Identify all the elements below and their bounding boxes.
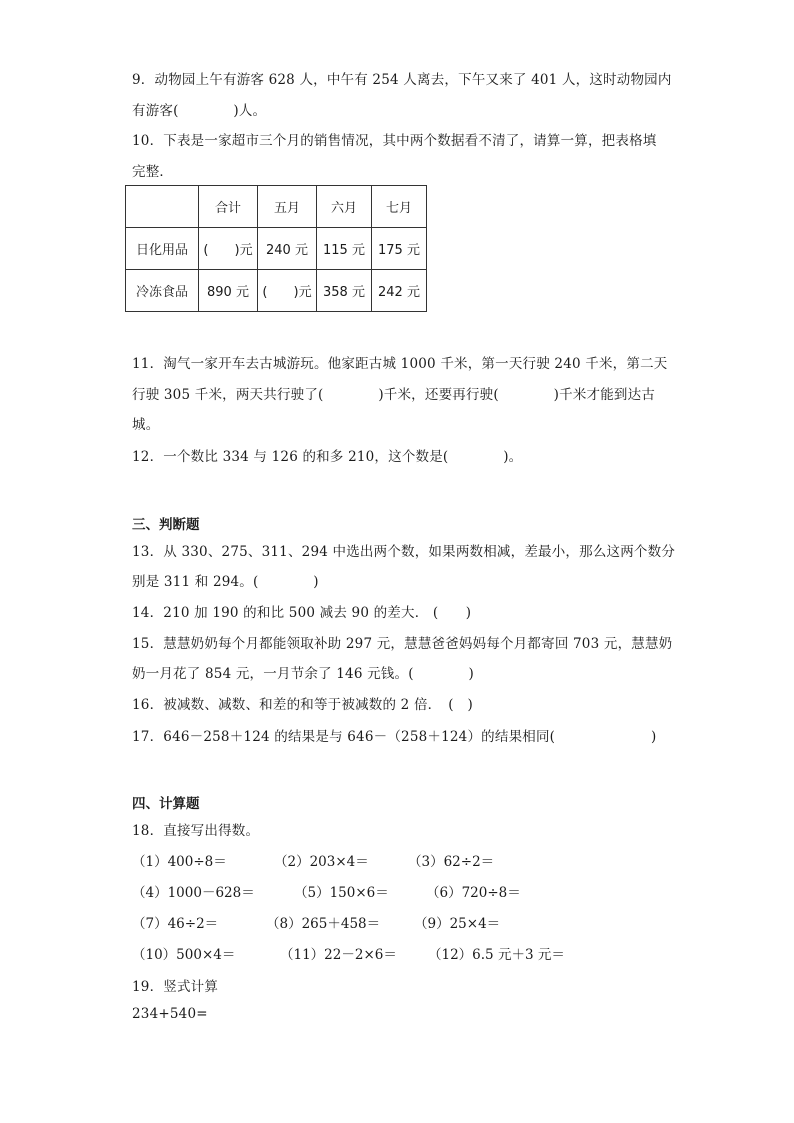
table-cell: ( )元 <box>199 228 258 270</box>
question-16: 16．被减数、减数、和差的和等于被减数的 2 倍． ( ) <box>132 697 473 713</box>
q15-line-2: 奶一月花了 854 元，一月节余了 146 元钱。( ) <box>132 666 474 682</box>
table-cell: 日化用品 <box>126 228 199 270</box>
table-cell: 242 元 <box>372 270 427 312</box>
q11-line-1: 11．淘气一家开车去古城游玩。他家距古城 1000 千米，第一天行驶 240 千米，第二天 <box>132 356 668 372</box>
calc-item: （3）62÷2＝ <box>408 854 495 870</box>
section-title-judgement: 三、判断题 <box>132 517 200 533</box>
question-12: 12．一个数比 334 与 126 的和多 210，这个数是( )。 <box>132 449 523 465</box>
table-cell: ( )元 <box>258 270 317 312</box>
sales-table <box>125 185 427 312</box>
table-cell: 358 元 <box>317 270 372 312</box>
calc-item: （4）1000－628＝ <box>132 885 255 901</box>
q9-line-1: 9．动物园上午有游客 628 人，中午有 254 人离去，下午又来了 401 人，这时动物园内 <box>132 72 672 88</box>
q9-line-2: 有游客( )人。 <box>132 103 267 119</box>
calc-item: （8）265＋458＝ <box>266 916 381 932</box>
table-cell: 240 元 <box>258 228 317 270</box>
table-cell: 冷冻食品 <box>126 270 199 312</box>
table-header-cell: 六月 <box>317 186 372 228</box>
calc-item: （1）400÷8＝ <box>132 854 227 870</box>
question-17: 17．646－258＋124 的结果是与 646－（258＋124）的结果相同( ) <box>132 729 657 745</box>
q11-line-2: 行驶 305 千米，两天共行驶了( )千米，还要再行驶( )千米才能到达古 <box>132 387 656 403</box>
table-header-cell: 五月 <box>258 186 317 228</box>
section-title-calculation: 四、计算题 <box>132 796 200 812</box>
calc-item: （2）203×4＝ <box>274 854 369 870</box>
calc-item: （5）150×6＝ <box>294 885 389 901</box>
q10-line-2: 完整． <box>132 164 174 180</box>
calc-item: （12）6.5 元＋3 元＝ <box>428 947 565 963</box>
calc-item: （7）46÷2＝ <box>132 916 219 932</box>
q19-title: 19．竖式计算 <box>132 979 219 995</box>
q15-line-1: 15．慧慧奶奶每个月都能领取补助 297 元，慧慧爸爸妈妈每个月都寄回 703 元，慧慧奶 <box>132 636 673 652</box>
calc-item: （9）25×4＝ <box>414 916 501 932</box>
table-row <box>126 270 427 312</box>
table-row <box>126 228 427 270</box>
q19-expression: 234+540= <box>132 1006 208 1022</box>
table-header-cell: 合计 <box>199 186 258 228</box>
table-cell: 115 元 <box>317 228 372 270</box>
q10-line-1: 10．下表是一家超市三个月的销售情况，其中两个数据看不清了，请算一算，把表格填 <box>132 133 657 149</box>
q11-line-3: 城。 <box>132 417 160 433</box>
table-cell: 890 元 <box>199 270 258 312</box>
table-header-row <box>126 186 427 228</box>
table-cell: 175 元 <box>372 228 427 270</box>
q13-line-1: 13．从 330、275、311、294 中选出两个数，如果两数相减，差最小，那么这两个数分 <box>132 544 676 560</box>
calc-item: （10）500×4＝ <box>132 947 236 963</box>
q18-title: 18．直接写出得数。 <box>132 823 260 839</box>
table-header-cell <box>126 186 199 228</box>
calc-item: （6）720÷8＝ <box>426 885 521 901</box>
table-header-cell: 七月 <box>372 186 427 228</box>
q13-line-2: 别是 311 和 294。( ) <box>132 574 319 590</box>
question-14: 14．210 加 190 的和比 500 减去 90 的差大． ( ) <box>132 605 472 621</box>
calc-item: （11）22－2×6＝ <box>280 947 397 963</box>
